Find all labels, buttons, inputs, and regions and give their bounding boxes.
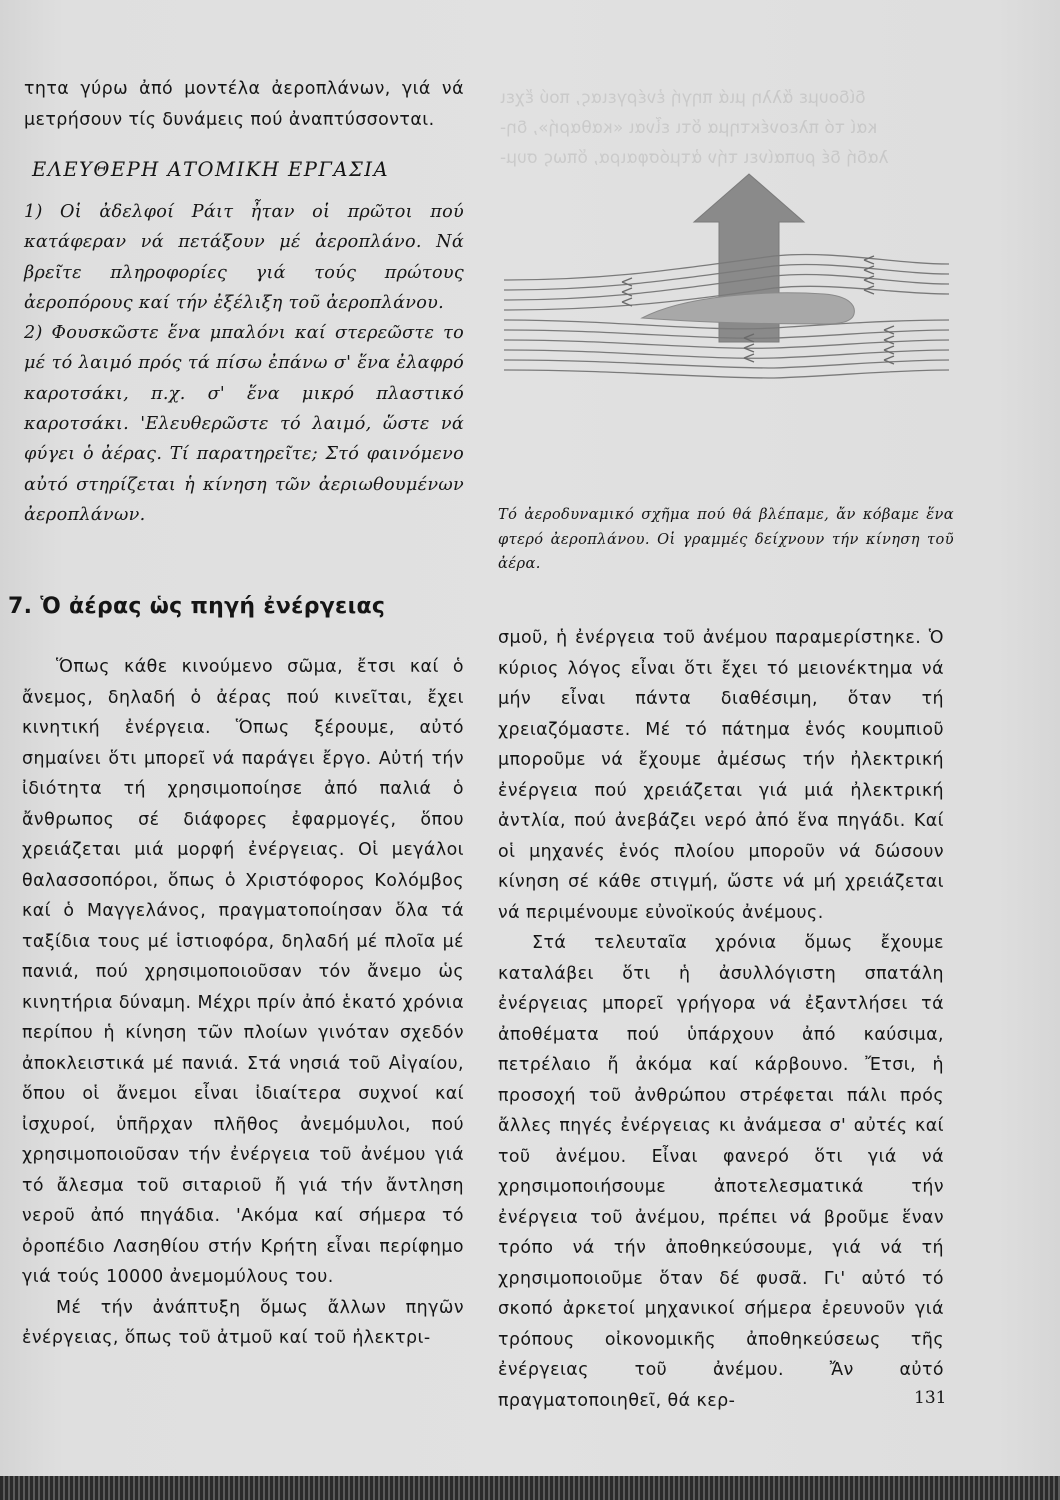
- activity-heading: ΕΛΕΥΘΕΡΗ ΑΤΟΜΙΚΗ ΕΡΓΑΣΙΑ: [32, 158, 390, 181]
- left-column-bottom: [22, 652, 464, 1354]
- figure-caption: Τό ἀεροδυναμικό σχῆμα πού θά βλέπαμε, ἄν κόβαμε ἕνα φτερό ἀεροπλάνου. Οἱ γραμμές δείχνουν τήν κίνηση τοῦ ἀέρα.: [498, 506, 954, 572]
- section-title: 7. Ὁ ἀέρας ὡς πηγή ἐνέργειας: [8, 594, 386, 619]
- airfoil-shape: [642, 293, 854, 324]
- airfoil-diagram: [494, 172, 954, 472]
- right-column-bottom: [498, 623, 947, 1416]
- intro-text: τητα γύρω ἀπό μοντέλα ἀεροπλάνων, γιά νά μετρήσουν τίς δυνάμεις πού ἀναπτύσσονται.: [24, 79, 464, 130]
- scan-edge-strip: [0, 1476, 1060, 1500]
- activity-item-1: 1) Οἱ ἀδελφοί Ράιτ ἦταν οἱ πρῶτοι πού κατάφεραν νά πετάξουν μέ ἀεροπλάνο. Νά βρεῖτε πληροφορίες γιά τούς πρώτους ἀεροπόρους καί τήν ἐξέλιξη τοῦ ἀεροπλάνου.: [24, 202, 464, 313]
- section-paragraph-2-end: σμοῦ, ἡ ἐνέργεια τοῦ ἀνέμου παραμερίστηκε. Ὁ κύριος λόγος εἶναι ὅτι ἔχει τό μειονέκτημα νά μήν εἶναι πάντα διαθέσιμη, ὅταν τή χρειαζόμαστε. Μέ τό πάτημα ἑνός κουμπιοῦ μποροῦμε νά ἔχουμε ἀμέσως τήν ἠλεκτρική ἐνέργεια πού χρειάζεται γιά μιά ἠλεκτρική ἀντλία, πού ἀνεβάζει νερό ἀπό ἕνα πηγάδι. Καί οἱ μηχανές ἑνός πλοίου μποροῦν νά δώσουν κίνηση σέ κάθε στιγμή, ὥστε νά μή χρειάζεται νά περιμένουμε εὐνοϊκούς ἀνέμους.: [498, 628, 944, 923]
- section-paragraph-2-start: Μέ τήν ἀνάπτυξη ὅμως ἄλλων πηγῶν ἐνέργειας, ὅπως τοῦ ἀτμοῦ καί τοῦ ἠλεκτρι-: [22, 1297, 464, 1348]
- show-through-text: λαδή δέ ρυπαίνει τήν ἀτμόσφαιρα, ὅπως συμ-: [500, 148, 889, 168]
- page-number: 131: [914, 1388, 947, 1408]
- show-through-text: καί τό πλεονέκτημα ὅτι εἶναι «καθαρή», δη-: [500, 118, 878, 138]
- show-through-text: δίδουμε ἄλλη μιά πηγή ἐνέργειας, πού ἔχει: [500, 88, 866, 108]
- activity-item-2: 2) Φουσκῶστε ἕνα μπαλόνι καί στερεῶστε το μέ τό λαιμό πρός τά πίσω ἐπάνω σ' ἕνα ἐλαφρό καροτσάκι, π.χ. σ' ἕνα μικρό πλαστικό καροτσάκι. 'Ελευθερῶστε τό λαιμό, ὥστε νά φύγει ὁ ἀέρας. Τί παρατηρεῖτε; Στό φαινόμενο αὐτό στηρίζεται ἡ κίνηση τῶν ἀεριωθουμένων ἀεροπλάνων.: [24, 323, 464, 525]
- section-paragraph-3: Στά τελευταῖα χρόνια ὅμως ἔχουμε καταλάβει ὅτι ἡ ἀσυλλόγιστη σπατάλη ἐνέργειας μπορεῖ γρήγορα νά ἐξαντλήσει τά ἀποθέματα πού ὑπάρχουν ἀπό καύσιμα, πετρέλαιο ἤ ἀκόμα καί κάρβουνο. Ἔτσι, ἡ προσοχή τοῦ ἀνθρώπου στρέφεται πάλι πρός ἄλλες πηγές ἐνέργειας κι ἀνάμεσα σ' αὐτές καί τοῦ ἀνέμου. Εἶναι φανερό ὅτι γιά νά χρησιμοποιήσουμε ἀποτελεσματικά τήν ἐνέργεια τοῦ ἀνέμου, πρέπει νά βροῦμε ἕναν τρόπο νά τήν ἀποθηκεύσουμε, γιά νά τή χρησιμοποιοῦμε ὅταν δέ φυσᾶ. Γι' αὐτό τό σκοπό ἀρκετοί μηχανικοί σήμερα ἐρευνοῦν γιά τρόπους οἰκονομικῆς ἀποθηκεύσεως τῆς ἐνέργειας τοῦ ἀνέμου. Ἄν αὐτό πραγματοποιηθεῖ, θά κερ-: [498, 933, 944, 1411]
- section-paragraph-1: Ὅπως κάθε κινούμενο σῶμα, ἔτσι καί ὁ ἄνεμος, δηλαδή ὁ ἀέρας πού κινεῖται, ἔχει κινητική ἐνέργεια. Ὅπως ξέρουμε, αὐτό σημαίνει ὅτι μπορεῖ νά παράγει ἔργο. Αὐτή τήν ἰδιότητα τή χρησιμοποίησε ἀπό παλιά ὁ ἄνθρωπος σέ διάφορες ἐφαρμογές, ὅπου χρειάζεται μιά μορφή ἐνέργειας. Οἱ μεγάλοι θαλασσοπόροι, ὅπως ὁ Χριστόφορος Κολόμβος καί ὁ Μαγγελάνος, πραγματοποίησαν ὅλα τά ταξίδια τους μέ ἱστιοφόρα, δηλαδή μέ πλοῖα μέ πανιά, πού χρησιμοποιοῦσαν τόν ἄνεμο ὡς κινητήρια δύναμη. Μέχρι πρίν ἀπό ἑκατό χρόνια περίπου ἡ κίνηση τῶν πλοίων γινόταν σχεδόν ἀποκλειστικά μέ πανιά. Στά νησιά τοῦ Αἰγαίου, ὅπου οἱ ἄνεμοι εἶναι ἰδιαίτερα συχνοί καί ἰσχυροί, ὑπῆρχαν πλῆθος ἀνεμόμυλοι, πού χρησιμοποιοῦσαν τήν ἐνέργεια τοῦ ἀνέμου γιά τό ἄλεσμα τοῦ σιταριοῦ ἤ γιά τήν ἄντληση νεροῦ ἀπό πηγάδια. 'Ακόμα καί σήμερα τό ὀροπέδιο Λασηθίου στήν Κρήτη εἶναι περίφημο γιά τούς 10000 ἀνεμομύλους του.: [22, 657, 464, 1287]
- airfoil-figure: [494, 172, 954, 472]
- left-column-top: [24, 74, 464, 530]
